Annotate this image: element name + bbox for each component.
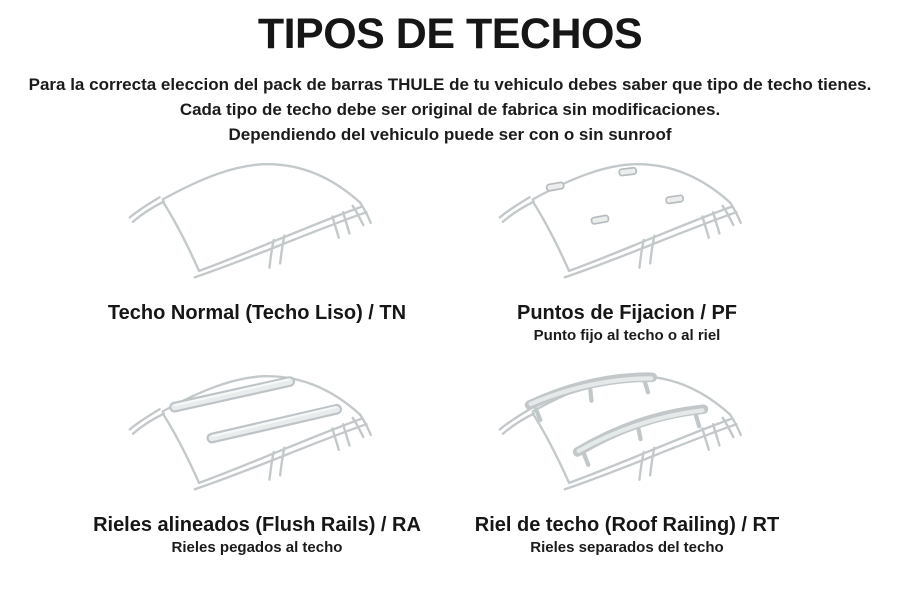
roof-type-card-rt (447, 362, 807, 557)
roof-type-card-ra (77, 362, 437, 557)
roof-type-sublabel-pf: Punto fijo al techo o al riel (533, 327, 721, 344)
raised-rails-roof-icon (472, 362, 792, 512)
fixation-points-roof-icon (472, 150, 792, 300)
roof-type-card-pf (447, 150, 807, 345)
fixation-points (546, 167, 683, 224)
flush-rails (175, 379, 337, 438)
normal-roof-icon (102, 150, 422, 300)
roof-type-label-ra: Rieles alineados (Flush Rails) / RA (93, 514, 421, 536)
fixation-points-roof-illustration (447, 150, 807, 302)
roof-type-label-pf: Puntos de Fijacion / PF (516, 302, 738, 324)
normal-roof-illustration (77, 150, 437, 302)
intro-line-3: Dependiendo del vehiculo puede ser con o sin sunroof (228, 125, 672, 144)
intro-text (0, 72, 900, 147)
roof-type-sublabel-ra: Rieles pegados al techo (171, 539, 343, 556)
car-roof-outline (500, 164, 741, 277)
roof-type-sublabel-rt: Rieles separados del techo (530, 539, 724, 556)
roof-type-label-rt: Riel de techo (Roof Railing) / RT (474, 514, 780, 536)
page-title: TIPOS DE TECHOS (257, 10, 643, 58)
roof-type-label-tn: Techo Normal (Techo Liso) / TN (107, 302, 407, 324)
roof-type-card-tn (77, 150, 437, 327)
raised-rails (530, 377, 704, 465)
raised-rails-roof-illustration (447, 362, 807, 514)
flush-rails-roof-illustration (77, 362, 437, 514)
intro-line-2: Cada tipo de techo debe ser original de fabrica sin modificaciones. (179, 100, 721, 119)
flush-rails-roof-icon (102, 362, 422, 512)
intro-line-1: Para la correcta eleccion del pack de barras THULE de tu vehiculo debes saber que tipo de techo tienes. (28, 75, 872, 94)
car-roof-outline (130, 164, 371, 277)
